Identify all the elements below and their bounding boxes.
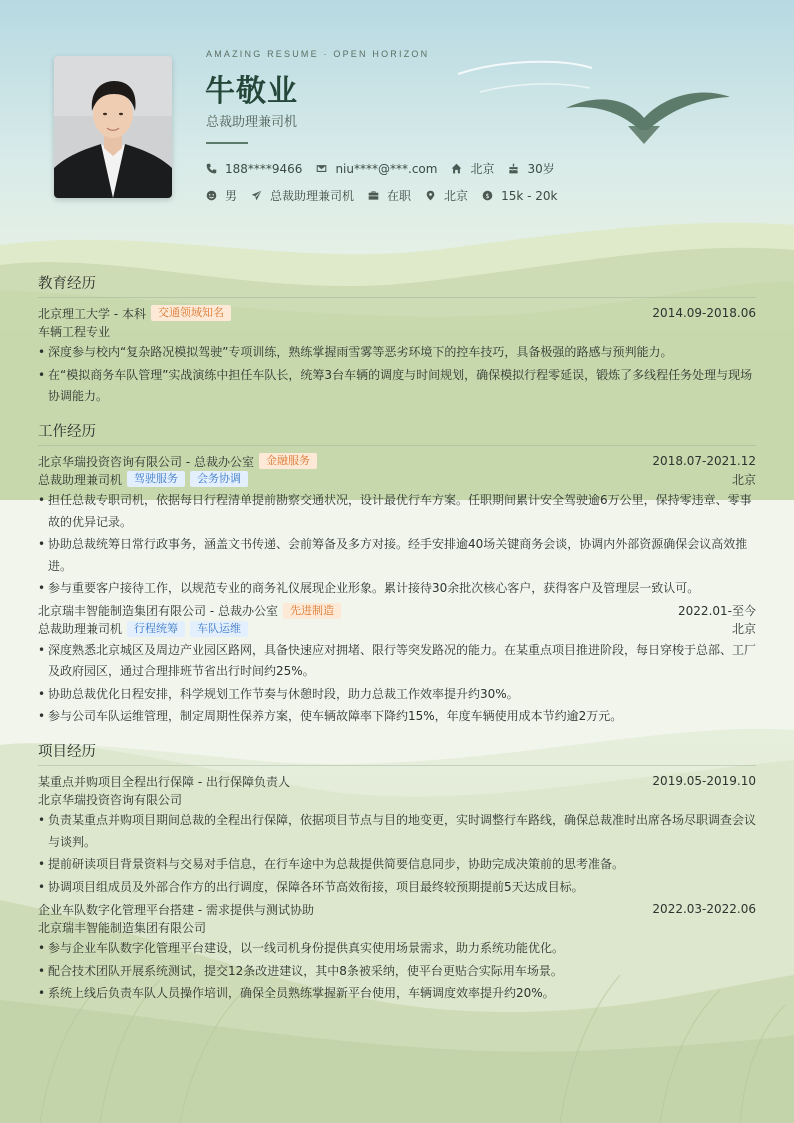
- education-date: 2014.09-2018.06: [652, 306, 756, 320]
- work-bullets: [38, 640, 756, 728]
- work-entry: [38, 452, 756, 600]
- list-item: • 负责某重点并购项目期间总裁的全程出行保障，依据项目节点与目的地变更，实时调整行车路线，确保总裁准时出席各场尽职调查会议与谈判。: [38, 810, 756, 853]
- work-header-row: [38, 602, 756, 620]
- contact-email: [316, 162, 437, 176]
- contact-city: [451, 160, 494, 177]
- intent-position: [251, 187, 354, 204]
- phone-icon: [206, 163, 217, 174]
- role-tag: 车队运维: [190, 621, 248, 637]
- project-org: 北京瑞丰智能制造集团有限公司: [38, 920, 207, 935]
- company-tag: 金融服务: [259, 453, 317, 469]
- contact-phone: [206, 162, 302, 176]
- work-bullets: [38, 490, 756, 600]
- email-text: niu****@***.com: [335, 161, 438, 176]
- list-item: • 深度熟悉北京城区及周边产业园区路网，具备快速应对拥堵、限行等突发路况的能力。在某重点项目推进阶段，每日穿梭于总部、工厂及政府园区，通过合理排班节省出行时间约25%。: [38, 640, 756, 683]
- salary-icon: [482, 190, 493, 201]
- list-item: • 深度参与校内“复杂路况模拟驾驶”专项训练，熟练掌握雨雪雾等恶劣环境下的控车技巧，具备极强的路感与预判能力。: [38, 342, 756, 364]
- position-text: 总裁助理兼司机: [270, 189, 355, 203]
- briefcase-icon: [368, 190, 379, 201]
- list-item: • 系统上线后负责车队人员操作培训，确保全员熟练掌握新平台使用，车辆调度效率提升约20%。: [38, 983, 756, 1005]
- project-header-row: [38, 772, 756, 790]
- project-entry: [38, 900, 756, 1005]
- role-row: [38, 470, 756, 488]
- intent-row: [206, 187, 571, 204]
- list-item: • 配合技术团队开展系统测试，提交12条改进建议，其中8条被采纳，使平台更贴合实际用车场景。: [38, 961, 756, 983]
- list-item: • 提前研读项目背景资料与交易对手信息，在行车途中为总裁提供简要信息同步，协助完成决策前的思考准备。: [38, 854, 756, 876]
- school-tag: 交通领域知名: [151, 305, 231, 321]
- intent-city: [425, 187, 468, 204]
- candidate-name: 牛敬业: [205, 74, 298, 109]
- work-city: 北京: [731, 622, 756, 636]
- status-text: 在职: [387, 189, 412, 203]
- svg-text:$: $: [485, 192, 490, 200]
- section-title-education: 教育经历: [38, 272, 756, 298]
- work-section: [38, 420, 756, 730]
- project-bullets: [38, 810, 756, 898]
- project-org-row: [38, 918, 756, 936]
- education-bullets: [38, 342, 756, 408]
- major-name: 车辆工程专业: [38, 324, 111, 339]
- city-text: 北京: [470, 162, 495, 176]
- list-item: • 协调项目组成员及外部合作方的出行调度，保障各环节高效衔接，项目最终较预期提前5天达成目标。: [38, 877, 756, 899]
- work-header-row: [38, 452, 756, 470]
- job-title: 总裁助理兼司机: [206, 115, 298, 130]
- major-row: [38, 322, 756, 340]
- list-item: • 担任总裁专职司机，依据每日行程清单提前勘察交通状况，设计最优行车方案。任职期间累计安全驾驶逾6万公里，保持零违章、零事故的优异记录。: [38, 490, 756, 533]
- list-item: • 参与重要客户接待工作，以规范专业的商务礼仪展现企业形象。累计接待30余批次核心客户，获得客户及管理层一致认可。: [38, 578, 756, 600]
- role-tag: 行程统筹: [127, 621, 185, 637]
- project-bullets: [38, 938, 756, 1005]
- list-item: • 参与企业车队数字化管理平台建设，以一线司机身份提供真实使用场景需求，助力系统功能优化。: [38, 938, 756, 960]
- company-name: 北京华瑞投资咨询有限公司 - 总裁办公室: [38, 454, 254, 469]
- projects-section: [38, 740, 756, 1007]
- company-name: 北京瑞丰智能制造集团有限公司 - 总裁办公室: [38, 604, 278, 618]
- send-icon: [251, 190, 262, 201]
- contact-row: [206, 160, 569, 177]
- education-entry: [38, 304, 756, 408]
- project-name: 企业车队数字化管理平台搭建 - 需求提供与测试协助: [38, 902, 314, 917]
- contact-age: [508, 160, 554, 177]
- project-date: 2019.05-2019.10: [652, 774, 756, 788]
- intent-city-text: 北京: [444, 189, 469, 203]
- phone-text: 188****9466: [225, 161, 303, 176]
- role-tag: 会务协调: [190, 471, 248, 487]
- section-title-work: 工作经历: [38, 420, 756, 446]
- company-tag: 先进制造: [283, 603, 341, 619]
- age-text: 30岁: [527, 162, 555, 176]
- project-header-row: [38, 900, 756, 918]
- list-item: • 在“模拟商务车队管理”实战演练中担任车队长，统筹3台车辆的调度与时间规划，确保模拟行程零延误，锻炼了多线程任务处理与现场协调能力。: [38, 365, 756, 408]
- list-item: • 协助总裁统筹日常行政事务，涵盖文书传递、会前筹备及多方对接。经手安排逾40场关键商务会谈，协调内外部资源确保会议高效推进。: [38, 534, 756, 577]
- home-icon: [451, 163, 462, 174]
- list-item: • 参与公司车队运维管理，制定周期性保养方案，使车辆故障率下降约15%，年度车辆使用成本节约逾2万元。: [38, 706, 756, 728]
- work-date: 2022.01-至今: [678, 604, 756, 618]
- role-tag: 驾驶服务: [127, 471, 185, 487]
- gender-text: 男: [225, 189, 238, 203]
- title-underline: [206, 142, 248, 144]
- avatar-photo: [54, 56, 172, 198]
- school-name: 北京理工大学 - 本科: [38, 306, 146, 321]
- list-item: • 协助总裁优化日程安排，科学规划工作节奏与休憩时段，助力总裁工作效率提升约30%。: [38, 684, 756, 706]
- location-icon: [425, 190, 436, 201]
- section-title-projects: 项目经历: [38, 740, 756, 766]
- intent-salary: [482, 189, 557, 203]
- mail-icon: [316, 163, 327, 174]
- intent-gender: [206, 187, 237, 204]
- salary-text: 15k - 20k: [501, 188, 558, 203]
- work-entry: [38, 602, 756, 728]
- work-city: 北京: [731, 472, 756, 487]
- cake-icon: [508, 163, 519, 174]
- education-section: [38, 272, 756, 410]
- project-org: 北京华瑞投资咨询有限公司: [38, 792, 183, 807]
- role-row: [38, 620, 756, 638]
- gender-icon: [206, 190, 217, 201]
- project-date: 2022.03-2022.06: [652, 902, 756, 916]
- role-name: 总裁助理兼司机: [38, 622, 123, 636]
- work-date: 2018.07-2021.12: [652, 454, 756, 468]
- education-header-row: [38, 304, 756, 322]
- project-entry: [38, 772, 756, 898]
- role-name: 总裁助理兼司机: [38, 472, 123, 487]
- project-name: 某重点并购项目全程出行保障 - 出行保障负责人: [38, 774, 290, 789]
- brand-tagline: AMAZING RESUME · OPEN HORIZON: [206, 49, 430, 59]
- intent-status: [368, 187, 411, 204]
- project-org-row: [38, 790, 756, 808]
